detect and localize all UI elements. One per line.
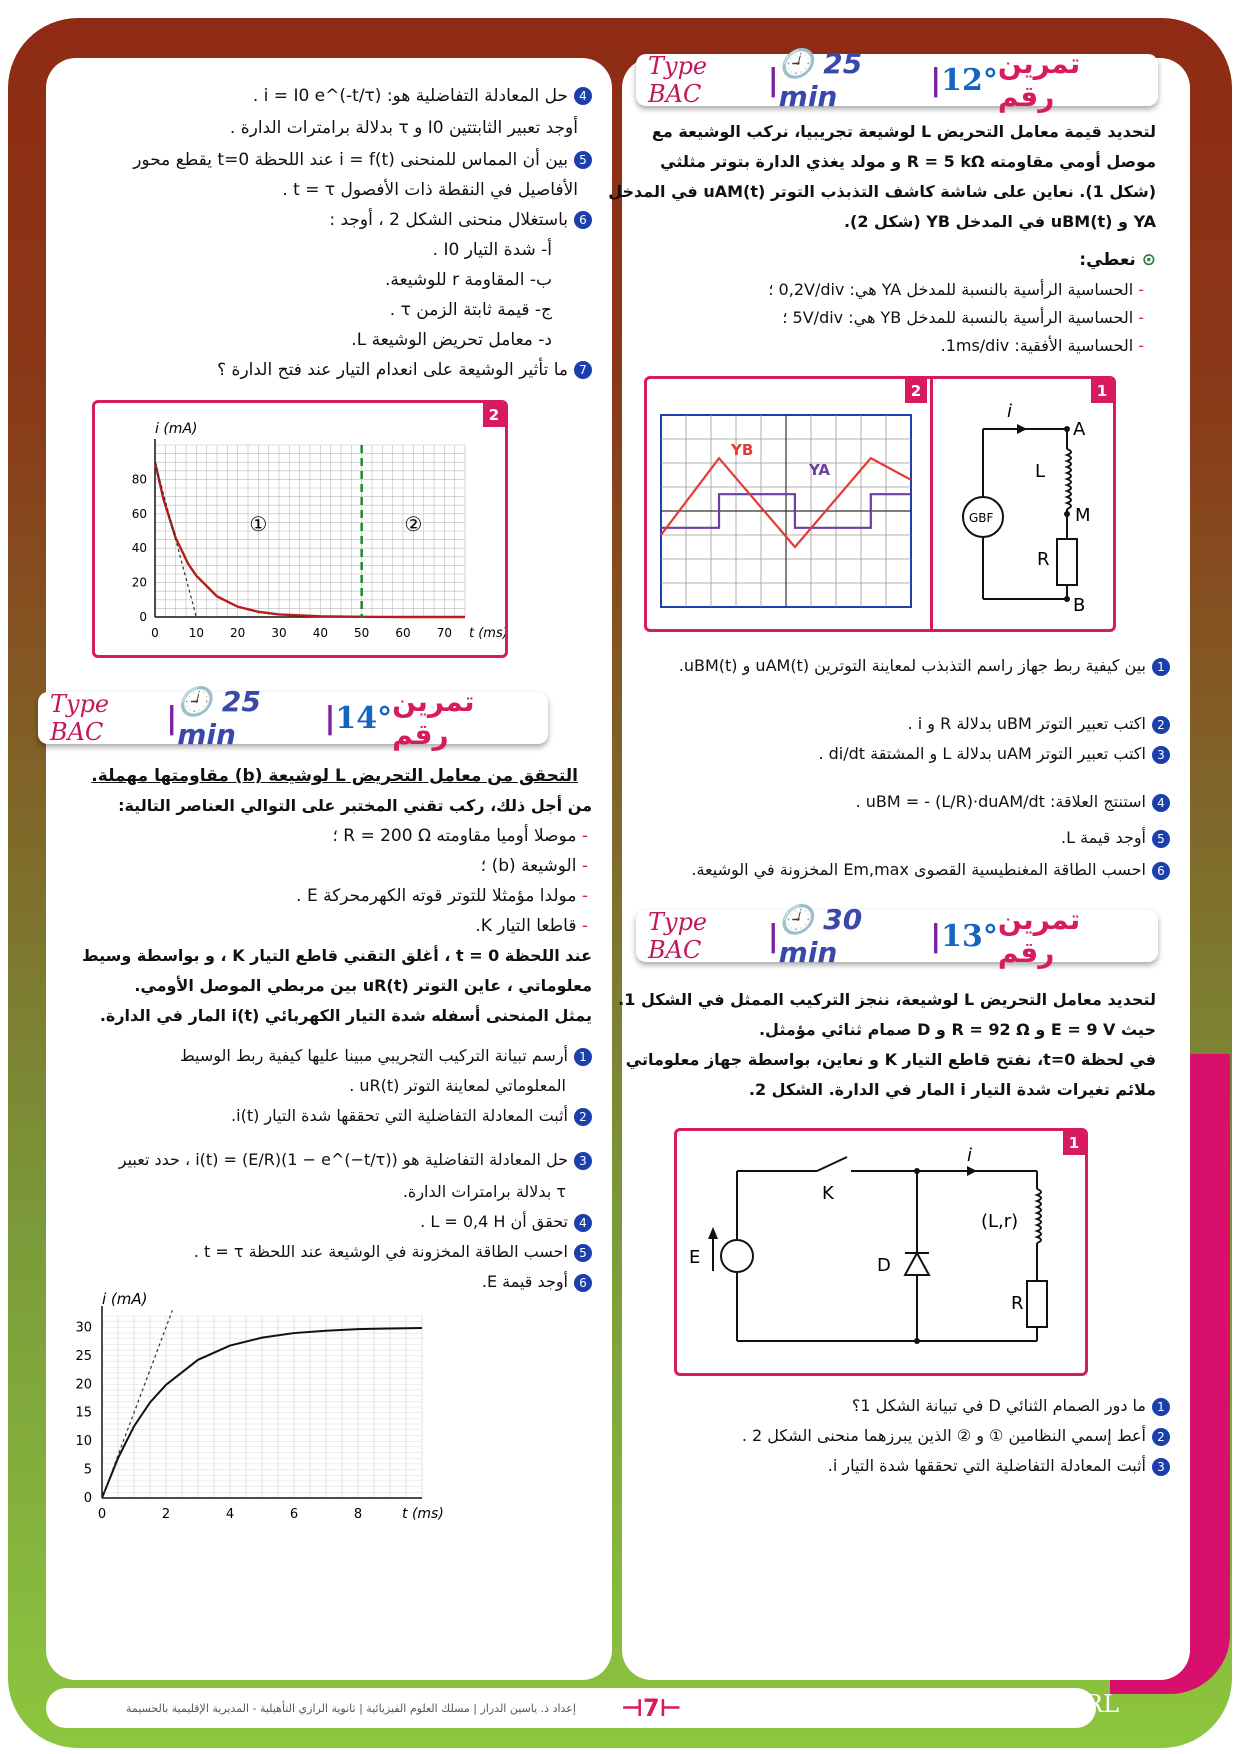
q3-line: 3اكتب تعبير التوتر uAM بدلالة L و المشتقة di/dt . xyxy=(818,744,1170,764)
given-item: - الحساسية الرأسية بالنسبة للمدخل YA هي: 0,2V/div ؛ xyxy=(768,280,1144,299)
separator: | xyxy=(767,918,779,954)
exercise-number: 14° xyxy=(335,700,393,736)
y-tick-label: 30 xyxy=(75,1320,92,1336)
y-axis-label: i (mA) xyxy=(155,421,198,437)
ex14-banner xyxy=(38,685,548,751)
y-tick-label: 0 xyxy=(83,1491,92,1506)
q4-line: 4حل المعادلة التفاضلية هو: i = I0 e^(-t/τ) . xyxy=(253,86,592,106)
q2-line: 2أثبت المعادلة التفاضلية التي تحققها شدة التيار i(t). xyxy=(231,1106,592,1126)
x-tick-label: 60 xyxy=(395,626,411,640)
x-tick-label: 4 xyxy=(225,1507,235,1522)
exercise-number: 13° xyxy=(941,918,998,954)
circuit-fig1 xyxy=(963,401,1091,616)
x-tick-label: 0 xyxy=(151,626,159,640)
footer-tag: RL xyxy=(1085,1690,1120,1718)
right-panel xyxy=(608,47,1190,1680)
q5-line: 5بين أن المماس للمنحنى i = f(t) عند اللحظة t=0 يقطع محور xyxy=(133,150,592,170)
y-tick-label: 5 xyxy=(83,1462,92,1478)
yb-label: YB xyxy=(731,441,754,459)
x-axis-label: t (ms) xyxy=(402,1506,444,1522)
duration: 🕘 25 min xyxy=(778,47,863,113)
separator: | xyxy=(930,918,942,954)
figure-tag-1: 1 xyxy=(1091,379,1113,403)
x-tick-label: 50 xyxy=(354,626,370,640)
exercise-number: 12° xyxy=(941,62,998,98)
separator: | xyxy=(767,62,779,98)
y-tick-label: 15 xyxy=(75,1405,92,1421)
y-tick-label: 60 xyxy=(131,506,147,521)
q3-line: 3أثبت المعادلة التفاضلية التي تحققها شدة التيار i. xyxy=(828,1456,1170,1476)
type-label: Type BAC xyxy=(648,908,708,964)
separator: | xyxy=(930,62,942,98)
region-label-2: ② xyxy=(404,512,423,536)
q5-line: 5أوجد قيمة L. xyxy=(1061,828,1170,848)
q2-line: 2اكتب تعبير التوتر uBM بدلالة R و i . xyxy=(908,714,1170,734)
given-item: - الحساسية الرأسية بالنسبة للمدخل YB هي: 5V/div ؛ xyxy=(782,308,1144,327)
ex12-intro: لتحديد قيمة معامل التحريض L لوشيعة تجريبيا، نركب الوشيعة مع xyxy=(651,122,1156,141)
exercise-title: تمرين رقم xyxy=(997,903,1081,969)
ex14-heading: التحقق من معامل التحريض L لوشيعة (b) مقاومتها مهملة. xyxy=(91,766,578,786)
node-m: M xyxy=(1075,505,1091,526)
ex13-banner xyxy=(636,903,1158,969)
type-label: Type BAC xyxy=(648,52,708,108)
q6b-line: ب- المقاومة r للوشيعة. xyxy=(385,270,552,290)
duration: 🕘 25 min xyxy=(177,685,261,751)
decay-chart xyxy=(95,403,505,655)
given-title: ⊙ نعطي: xyxy=(1079,250,1156,270)
inductor-label: L xyxy=(1035,461,1046,482)
ex13-intro: حيث E = 9 V و R = 92 Ω و D صمام ثنائي مؤمثل. xyxy=(758,1020,1156,1039)
component: - قاطعا التيار K. xyxy=(475,916,588,936)
ex14-text: معلوماتي ، عاين التوتر uR(t) بين مربطي الموصل الأومي. xyxy=(134,976,592,995)
q5b-line: الأفاصيل في النقطة ذات الأفصول t = τ . xyxy=(282,180,578,200)
x-tick-label: 6 xyxy=(289,1507,299,1522)
ex13-figure-2 xyxy=(92,400,508,658)
gbf-label: GBF xyxy=(969,511,994,525)
q6-line: 6باستغلال منحنى الشكل 2 ، أوجد : xyxy=(329,210,592,230)
q5-line: 5احسب الطاقة المخزونة في الوشيعة عند اللحظة t = τ . xyxy=(194,1242,592,1262)
resistor-label: R xyxy=(1037,549,1050,570)
node-a: A xyxy=(1073,419,1086,440)
diode-label: D xyxy=(877,1255,891,1276)
x-tick-label: 2 xyxy=(161,1507,171,1522)
q6d-line: د- معامل تحريض الوشيعة L. xyxy=(351,330,552,350)
q2-line: 2أعط إسمي النظامين ① و ② الذين يبرزهما منحنى الشكل 2 . xyxy=(742,1426,1170,1446)
q6-line: 6احسب الطاقة المغنطيسية القصوى Em,max المخزونة في الوشيعة. xyxy=(691,860,1170,880)
left-panel xyxy=(46,58,612,1680)
footer-credits: إعداد ذ. ياسين الدراز | مسلك العلوم الفيزيائية | ثانوية الرازي التأهيلية - المديرية الإقليمية بالحسيمة xyxy=(126,1701,576,1715)
ex14-text: عند اللحظة t = 0 ، أغلق التقني قاطع التيار K ، و بواسطة وسيط xyxy=(81,946,592,965)
x-tick-label: 8 xyxy=(353,1507,363,1522)
component: - موصلا أوميا مقاومته R = 200 Ω ؛ xyxy=(332,826,588,846)
ex13-circuit xyxy=(677,1131,1085,1373)
ex12-intro: (شكل 1). نعاين على شاشة كاشف التذبذب التوتر uAM(t) في المدخل xyxy=(608,182,1156,201)
component: - مولدا مؤمثلا للتوتر قوته الكهرمحركة E . xyxy=(296,886,588,906)
x-tick-label: 0 xyxy=(97,1507,107,1522)
q4-line: 4تحقق أن L = 0,4 H . xyxy=(420,1212,592,1232)
clock-icon: 🕘 xyxy=(778,47,824,80)
separator: | xyxy=(166,700,178,736)
page-number: ⊣7⊢ xyxy=(621,1694,682,1722)
x-tick-label: 30 xyxy=(271,626,287,640)
ex12-circuit xyxy=(647,379,1113,629)
q4-line: 4استنتج العلاقة: uBM = - (L/R)·duAM/dt . xyxy=(856,792,1170,812)
emf-label: E xyxy=(689,1247,701,1268)
given-item: - الحساسية الأفقية: 1ms/div. xyxy=(940,336,1144,355)
series-line-tangent xyxy=(102,1310,172,1498)
y-tick-label: 40 xyxy=(131,541,147,556)
q3-line: 3حل المعادلة التفاضلية هو i(t) = (E/R)(1 − e^(−t/τ)) ، حدد تعبير xyxy=(119,1150,592,1170)
clock-icon: 🕘 xyxy=(778,903,824,936)
q6a-line: أ- شدة التيار I0 . xyxy=(432,240,552,260)
x-tick-label: 10 xyxy=(188,626,204,640)
q6-line: 6أوجد قيمة E. xyxy=(482,1272,592,1292)
type-label: Type BAC xyxy=(50,690,110,746)
q1-line: 1أرسم تبيانة التركيب التجريبي مبينا عليها كيفية ربط الوسيط xyxy=(180,1046,592,1066)
x-tick-label: 70 xyxy=(436,626,452,640)
ex13-intro: لتحديد معامل التحريض L لوشيعة، ننجز التركيب الممثل في الشكل 1. xyxy=(618,990,1156,1009)
q3b-line: τ بدلالة برامترات الدارة. xyxy=(402,1182,566,1201)
ex12-intro: YA و uBM(t) في المدخل YB (شكل 2). xyxy=(843,212,1156,231)
ex14-intro: من أجل ذلك، ركب تقني المختبر على التوالي العناصر التالية: xyxy=(118,796,592,815)
ex12-banner xyxy=(636,47,1158,113)
node-b: B xyxy=(1073,595,1086,616)
exercise-title: تمرين رقم xyxy=(997,47,1081,113)
current-label: i xyxy=(967,1145,973,1166)
ex13-intro: في لحظة t=0، نفتح قاطع التيار K و نعاين، بواسطة جهاز معلوماتي xyxy=(625,1050,1156,1069)
figure-tag: 2 xyxy=(483,403,505,427)
x-axis-label: t (ms) xyxy=(469,626,505,641)
q1b-line: المعلوماتي لمعاينة التوتر uR(t) . xyxy=(349,1076,566,1095)
q1-line: 1بين كيفية ربط جهاز راسم التذبذب لمعاينة التوترين uAM(t) و uBM(t). xyxy=(679,656,1170,676)
ex14-text: يمثل المنحنى أسفله شدة التيار الكهربائي i(t) المار في الدارة. xyxy=(99,1006,592,1025)
ex13-intro: ملائم تغيرات شدة التيار i المار في الدارة. الشكل 2. xyxy=(748,1080,1156,1099)
ex12-intro: موصل أومي مقاومته R = 5 kΩ و مولد يغذي الدارة بتوتر مثلثي xyxy=(660,152,1156,171)
y-tick-label: 20 xyxy=(131,575,147,590)
resistor-label: R xyxy=(1011,1293,1024,1314)
y-tick-label: 10 xyxy=(75,1434,92,1450)
y-tick-label: 20 xyxy=(75,1377,92,1393)
y-tick-label: 25 xyxy=(75,1348,92,1364)
current-label: i xyxy=(1007,401,1013,422)
coil-label: (L,r) xyxy=(981,1211,1019,1232)
growth-chart xyxy=(56,1286,456,1540)
ya-label: YA xyxy=(809,461,831,479)
component: - الوشيعة (b) ؛ xyxy=(480,856,588,876)
q4b-line: أوجد تعبير الثابتتين I0 و τ بدلالة برامترات الدارة . xyxy=(229,118,578,138)
footer xyxy=(46,1688,1096,1728)
ex13-figure-1 xyxy=(674,1128,1088,1376)
separator: | xyxy=(324,700,336,736)
exercise-title: تمرين رقم xyxy=(392,685,475,751)
q1-line: 1ما دور الصمام الثنائي D في تبيانة الشكل 1؟ xyxy=(852,1396,1170,1416)
clock-icon: 🕘 xyxy=(177,685,222,718)
q7-line: 7ما تأثير الوشيعة على انعدام التيار عند فتح الدارة ؟ xyxy=(217,360,592,380)
switch-label: K xyxy=(822,1183,834,1204)
x-tick-label: 20 xyxy=(230,626,246,640)
duration: 🕘 30 min xyxy=(778,903,863,969)
y-tick-label: 0 xyxy=(139,610,147,624)
x-tick-label: 40 xyxy=(312,626,328,640)
region-label-1: ① xyxy=(249,512,268,536)
y-axis-label: i (mA) xyxy=(102,1290,148,1308)
y-tick-label: 80 xyxy=(131,472,147,487)
q6c-line: ج- قيمة ثابتة الزمن τ . xyxy=(389,300,552,320)
oscilloscope-fig2 xyxy=(661,415,911,607)
figure-tag-2: 2 xyxy=(905,379,927,403)
ex12-figures xyxy=(644,376,1116,632)
figure-tag: 1 xyxy=(1063,1131,1085,1155)
